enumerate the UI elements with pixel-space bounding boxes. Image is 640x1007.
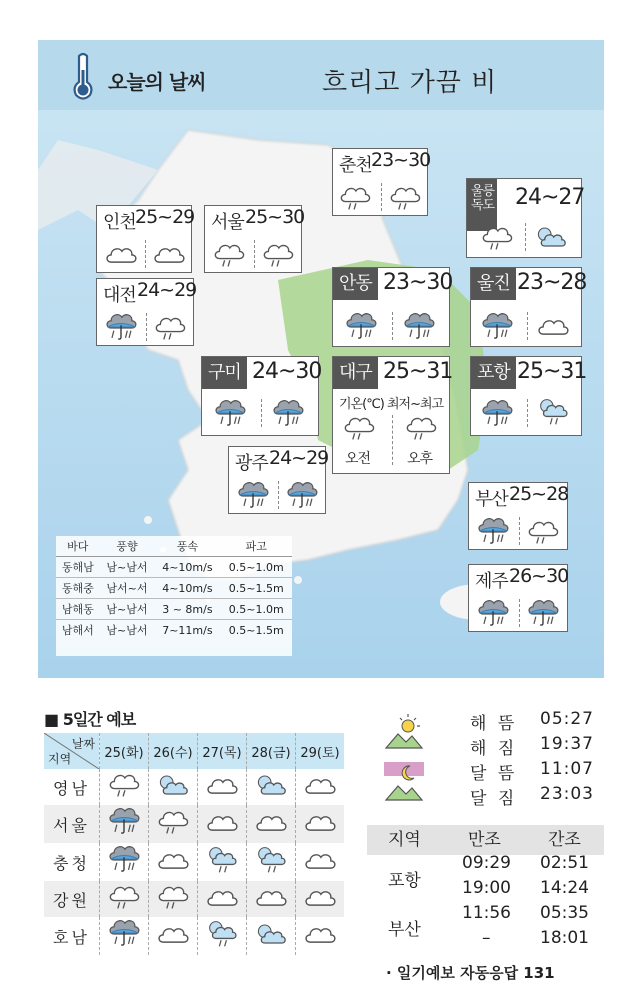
cloud-rain-icon [341, 413, 377, 443]
sea-header: 풍향 [100, 536, 155, 557]
rain-umbrella-icon [270, 397, 306, 431]
tide-low: 18:01 [540, 928, 589, 948]
cloud-icon [302, 920, 338, 948]
thermometer-icon [70, 52, 96, 102]
city-card [468, 482, 568, 550]
tide-region: 포항 [388, 871, 421, 891]
tide-low: 05:35 [540, 903, 589, 923]
sea-forecast-table [56, 536, 292, 656]
region-label: 호남 [53, 927, 90, 947]
sea-row [56, 557, 292, 578]
cloud-rain-icon [479, 223, 515, 253]
cloud-icon [302, 883, 338, 911]
sunrise-label: 해 뜸 [470, 714, 518, 734]
legend-temp-label: 기온(℃) 최저~최고 [339, 397, 444, 412]
city-temp: 23~30 [383, 270, 453, 295]
five-day-table [44, 733, 344, 955]
city-temp: 25~30 [245, 206, 305, 228]
moonrise-label: 달 뜸 [470, 764, 518, 784]
moonrise-icon [384, 762, 424, 802]
date-header: 26(수) [149, 733, 198, 769]
cloud-icon [302, 808, 338, 836]
sea-cell: 동해남 [56, 557, 100, 578]
city-card [332, 267, 453, 347]
partly-cloudy-icon [533, 223, 569, 251]
cloud-rain-icon [155, 882, 191, 912]
rain-umbrella-icon [343, 310, 379, 344]
partly-cloudy-rain-icon [204, 845, 240, 875]
city-card [332, 148, 431, 216]
five-day-title: ■ 5일간 예보 [44, 710, 136, 729]
corner-date-label: 날짜 [71, 737, 95, 751]
city-label: 울진 [471, 268, 516, 300]
partly-cloudy-icon [253, 771, 289, 799]
date-header: 27(목) [198, 733, 247, 769]
city-label: 대구 [333, 357, 378, 389]
cloud-icon [253, 883, 289, 911]
city-label: 서울 [211, 212, 244, 233]
city-label: 대전 [103, 285, 136, 306]
cloud-icon [302, 846, 338, 874]
cloud-rain-icon [152, 313, 188, 343]
rain-umbrella-icon [479, 310, 515, 344]
tide-header: 지역 [388, 830, 421, 850]
sea-row [56, 599, 292, 620]
corner-cell [44, 733, 100, 769]
legend-am: 오전 [345, 451, 371, 467]
city-card [228, 446, 329, 514]
city-card [96, 278, 197, 346]
tide-header: 간조 [548, 830, 581, 850]
city-card [468, 564, 568, 632]
forecast-row [44, 805, 344, 843]
forecast-row [44, 843, 344, 881]
rain-umbrella-icon [103, 311, 139, 345]
city-temp: 24~29 [269, 447, 329, 469]
sunrise-icon [384, 712, 424, 752]
city-temp: 24~27 [515, 185, 585, 210]
sea-header: 풍속 [154, 536, 220, 557]
cloud-rain-icon [155, 807, 191, 837]
city-label: 춘천 [339, 155, 372, 176]
city-temp: 24~29 [137, 279, 197, 301]
sea-cell: 0.5~1.5m [220, 578, 292, 599]
city-temp: 26~30 [509, 565, 569, 587]
cloud-icon [302, 771, 338, 799]
forecast-row [44, 881, 344, 917]
sea-header: 파고 [220, 536, 292, 557]
corner-region-label: 지역 [48, 752, 72, 766]
city-label: 부산 [475, 489, 508, 510]
sea-cell: 4~10m/s [154, 557, 220, 578]
cloud-rain-icon [260, 240, 296, 270]
partly-cloudy-rain-icon [204, 919, 240, 949]
city-temp: 25~31 [383, 359, 453, 384]
tide-low: 14:24 [540, 878, 589, 898]
cloud-icon [155, 920, 191, 948]
rain-umbrella-icon [475, 597, 511, 631]
rain-umbrella-icon [212, 397, 248, 431]
cloud-rain-icon [387, 183, 423, 213]
sea-cell: 0.5~1.0m [220, 599, 292, 620]
city-card [201, 356, 322, 436]
sunset-label: 해 짐 [470, 739, 518, 759]
city-temp: 24~30 [252, 359, 322, 384]
cloud-icon [103, 240, 139, 268]
rain-umbrella-icon [475, 515, 511, 549]
header-title: 오늘의 날씨 [108, 70, 206, 94]
sea-cell: 7~11m/s [162, 623, 213, 637]
tide-low: 02:51 [540, 853, 589, 873]
city-card [466, 178, 585, 258]
header-summary: 흐리고 가끔 비 [322, 68, 498, 98]
city-temp: 25~31 [517, 359, 587, 384]
partly-cloudy-rain-icon [253, 845, 289, 875]
rain-umbrella-icon [525, 597, 561, 631]
cloud-icon [151, 240, 187, 268]
city-card [204, 205, 305, 273]
rain-umbrella-icon [106, 917, 142, 951]
tide-high: 11:56 [462, 903, 511, 923]
tide-high: 09:29 [462, 853, 511, 873]
city-label: 울릉 독도 [467, 179, 497, 231]
city-label: 포항 [471, 357, 516, 389]
sea-cell: 3 ~ 8m/s [154, 599, 220, 620]
forecast-row [44, 917, 344, 955]
tide-high: – [482, 928, 491, 948]
moonset-label: 달 짐 [470, 789, 518, 809]
tide-header: 만조 [468, 830, 501, 850]
partly-cloudy-rain-icon [535, 397, 571, 427]
rain-umbrella-icon [235, 479, 271, 513]
region-label: 서울 [44, 805, 100, 843]
sea-cell: 0.5~1.5m [228, 623, 284, 637]
cloud-icon [155, 846, 191, 874]
city-temp: 23~30 [371, 149, 431, 171]
rain-umbrella-icon [401, 310, 437, 344]
city-label: 안동 [333, 268, 378, 300]
partly-cloudy-icon [253, 920, 289, 948]
rain-umbrella-icon [284, 479, 320, 513]
sea-cell: 남~남서 [100, 599, 155, 620]
city-label: 제주 [475, 571, 508, 592]
weather-map [38, 110, 604, 678]
city-card [470, 356, 587, 436]
moonrise-time: 11:07 [540, 759, 594, 779]
region-label: 영남 [53, 778, 90, 798]
forecast-row [44, 769, 344, 805]
partly-cloudy-icon [155, 771, 191, 799]
date-header: 28(금) [247, 733, 296, 769]
sea-cell: 남~남서 [100, 557, 155, 578]
tide-region: 부산 [388, 920, 421, 940]
region-label: 충청 [53, 853, 90, 873]
region-label: 강원 [44, 881, 100, 917]
sea-cell: 남~남서 [106, 624, 148, 637]
rain-umbrella-icon [479, 397, 515, 431]
cloud-icon [535, 312, 571, 340]
city-temp: 25~29 [135, 206, 195, 228]
sunset-time: 19:37 [540, 734, 594, 754]
sea-header: 바다 [56, 536, 100, 557]
sea-cell: 4~10m/s [154, 578, 220, 599]
sea-row [56, 578, 292, 599]
cloud-rain-icon [403, 413, 439, 443]
cloud-rain-icon [211, 240, 247, 270]
city-card [470, 267, 587, 347]
sea-cell: 남해서 [61, 624, 94, 637]
moonset-time: 23:03 [540, 784, 594, 804]
cloud-rain-icon [106, 770, 142, 800]
city-temp: 25~28 [509, 483, 569, 505]
city-card-legend [332, 356, 453, 474]
cloud-rain-icon [106, 882, 142, 912]
sea-cell: 0.5~1.0m [220, 557, 292, 578]
city-label: 구미 [202, 357, 247, 389]
cloud-icon [204, 771, 240, 799]
cloud-icon [204, 808, 240, 836]
cloud-rain-icon [337, 183, 373, 213]
rain-umbrella-icon [106, 843, 142, 877]
legend-pm: 오후 [407, 451, 433, 467]
date-header: 29(토) [296, 733, 345, 769]
cloud-icon [204, 883, 240, 911]
auto-answer-info: · 일기예보 자동응답 131 [386, 964, 555, 982]
sea-cell: 남서~서 [100, 578, 155, 599]
sea-cell: 동해중 [56, 578, 100, 599]
cloud-icon [253, 808, 289, 836]
city-card [96, 205, 195, 273]
cloud-rain-icon [525, 517, 561, 547]
sea-cell: 남해동 [56, 599, 100, 620]
rain-umbrella-icon [106, 805, 142, 839]
city-temp: 23~28 [517, 270, 587, 295]
sunrise-time: 05:27 [540, 709, 594, 729]
sea-row [56, 620, 292, 641]
date-header: 25(화) [100, 733, 149, 769]
tide-high: 19:00 [462, 878, 511, 898]
city-label: 광주 [235, 453, 268, 474]
city-label: 인천 [103, 212, 136, 233]
